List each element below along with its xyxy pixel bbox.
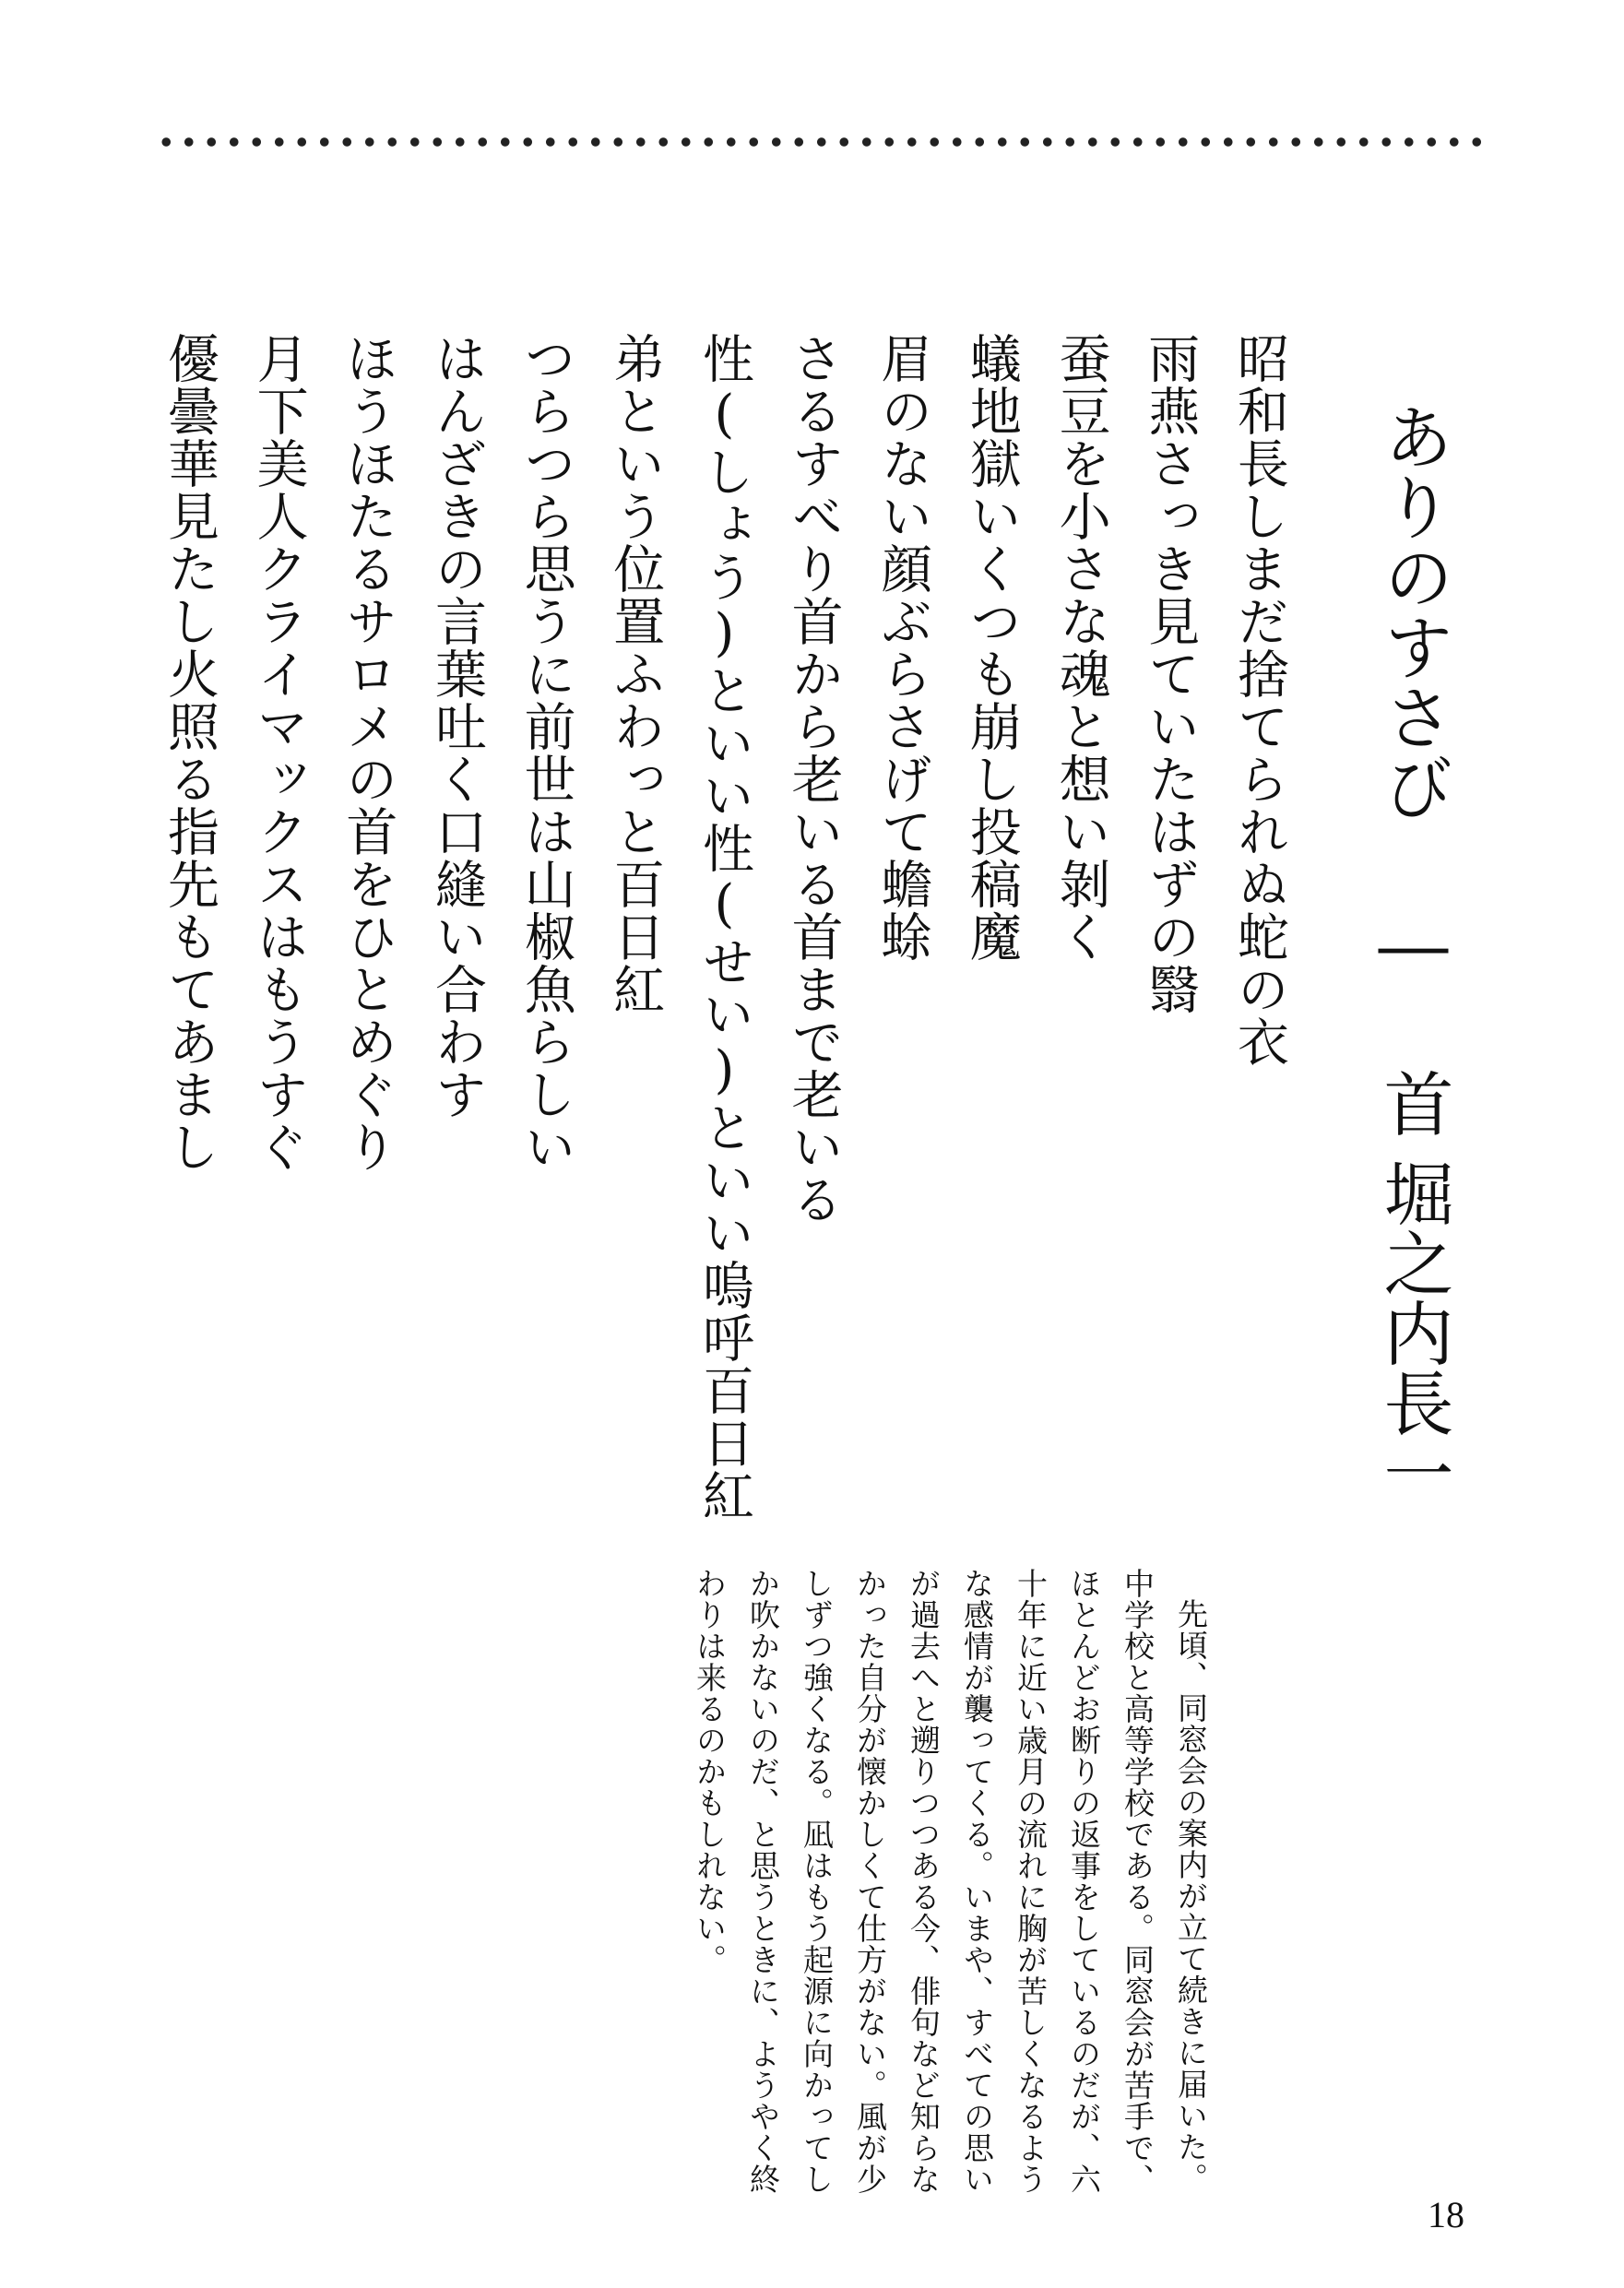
haiku-line: さるすべり首から老いる首まで老いる [783,332,844,1226]
haiku-line: 眉のない顔ぶらさげて蟾蜍 [872,332,933,963]
haiku-line: 蚕豆を小さな魂と想い剝く [1050,332,1111,963]
haiku-line: ほうほたるサロメの首をひとめぐり [338,332,398,1173]
haiku-line: 蟻地獄いくつも崩し投稿魔 [961,332,1022,963]
page-title: ありのすさび ― 首 [1372,401,1454,1138]
page-number: 18 [1428,2194,1464,2235]
haiku-line: つらつら思うに前世は山椒魚らしい [516,332,576,1173]
haiku-line: 月下美人クライマックスはもうすぐ [248,332,309,1173]
haiku-line: 弟という位置ふわっと百日紅 [605,332,666,1015]
haiku-list [152,332,1296,1522]
prose-paragraph: 先頃、同窓会の案内が立て続きに届いた。中学校と高等学校である。同窓会が苦手で、ほとんどお断りの返事をしているのだが、六十年に近い歳月の流れに胸が苦しくなるような感情が襲ってくる。いまや、すべての思いが過去へと遡りつつある今、俳句など知らなかった自分が懐かしくて仕方がない。風が少しずつ強くなる。凪はもう起源に向かってしか吹かないのだ、と思うときに、ようやく終わりは来るのかもしれない。 [692,1568,1209,2195]
haiku-line: はんざきの言葉吐く口縫い合わす [426,332,487,1120]
haiku-line: 優曇華見たし火照る指先もてあまし [160,332,219,1173]
haiku-line: 雨燕さっき見ていたはずの翳 [1140,332,1201,1015]
dotted-rule [155,136,1483,148]
haiku-line: 性(しょう)といい性(せい)といい嗚呼百日紅 [693,332,754,1522]
haiku-line: 昭和長しまだ捨てられぬ蛇の衣 [1228,332,1289,1068]
author-name: 堀之内長一 [1372,1157,1454,1508]
